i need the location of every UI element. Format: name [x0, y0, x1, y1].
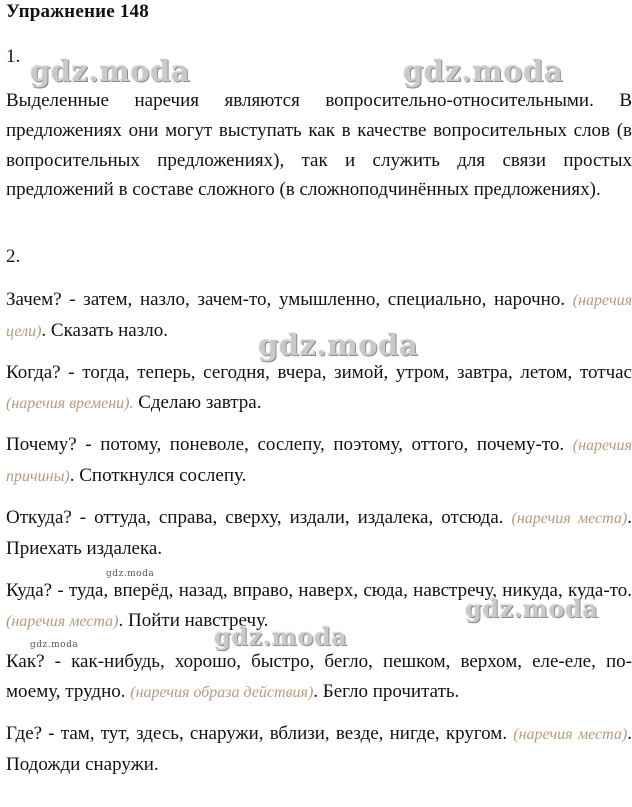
entry-note: (наречия образа действия) — [130, 683, 314, 701]
entry-example: Сделаю завтра. — [133, 391, 262, 413]
watermark-logo: gdz.moda — [258, 328, 419, 362]
entry-example: . Приехать издалека. — [6, 507, 632, 559]
adverb-entry-reason — [6, 430, 632, 492]
entry-note: (наречия причины) — [6, 437, 632, 485]
section-2-number: 2. — [6, 246, 21, 267]
entry-example: . Бегло прочитать. — [313, 680, 460, 702]
entry-main-text: Как? - как-нибудь, хорошо, быстро, бегло, пешком, верхом, еле-еле, по-моему, трудно. — [6, 651, 632, 702]
entry-main-text: Откуда? - оттуда, справа, сверху, издали, издалека, отсюда. — [6, 507, 504, 528]
entry-note: (наречия места) — [6, 612, 119, 630]
entry-main-text: Зачем? - затем, назло, зачем-то, умышленно, специально, нарочно. — [6, 289, 566, 310]
entry-note: (наречия цели) — [6, 292, 632, 340]
adverb-entry-place-from — [6, 503, 632, 564]
entry-main-text: Почему? - потому, поневоле, сослепу, поэтому, оттого, почему-то. — [6, 434, 565, 455]
entry-main-text: Где? - там, тут, здесь, снаружи, вблизи, везде, нигде, кругом. — [6, 723, 508, 744]
exercise-title: Упражнение 148 — [6, 1, 149, 22]
entry-example: . Сказать назло. — [41, 319, 168, 341]
section-1-number: 1. — [6, 46, 21, 67]
entry-main-text: Куда? - туда, вперёд, назад, вправо, наверх, сюда, навстречу, никуда, куда-то. — [6, 580, 632, 601]
adverb-entry-place-to — [6, 576, 632, 637]
entry-example: . Пойти навстречу. — [118, 609, 269, 631]
watermark-logo: gdz.moda — [403, 54, 564, 88]
adverb-entry-manner — [6, 647, 632, 708]
watermark-small: gdz.moda — [106, 569, 155, 579]
entry-main-text: Когда? - тогда, теперь, сегодня, вчера, зимой, утром, завтра, летом, тотчас — [6, 362, 632, 383]
entry-example: . Споткнулся сослепу. — [69, 464, 247, 486]
entry-note: (наречия места) — [513, 726, 628, 743]
adverb-entry-purpose — [6, 285, 632, 347]
watermark-small: gdz.moda — [30, 640, 79, 650]
entry-note: (наречия времени). — [6, 394, 134, 412]
section-1-text: Выделенные наречия являются вопросительно-относительными. В предложениях они могут выступать как в качестве вопросительных слов (в вопросительных предложениях), так и служить для связи простых предложений в составе сложного (в сложноподчинённых предложениях). — [6, 90, 632, 201]
entry-example: . Подожди снаружи. — [6, 723, 632, 775]
adverb-entry-place-where — [6, 719, 632, 780]
entry-note: (наречия места) — [511, 510, 628, 527]
watermark-logo: gdz.moda — [465, 594, 599, 623]
watermark-logo: gdz.moda — [30, 54, 191, 88]
watermark-logo: gdz.moda — [214, 622, 348, 651]
adverb-entry-time — [6, 358, 632, 419]
